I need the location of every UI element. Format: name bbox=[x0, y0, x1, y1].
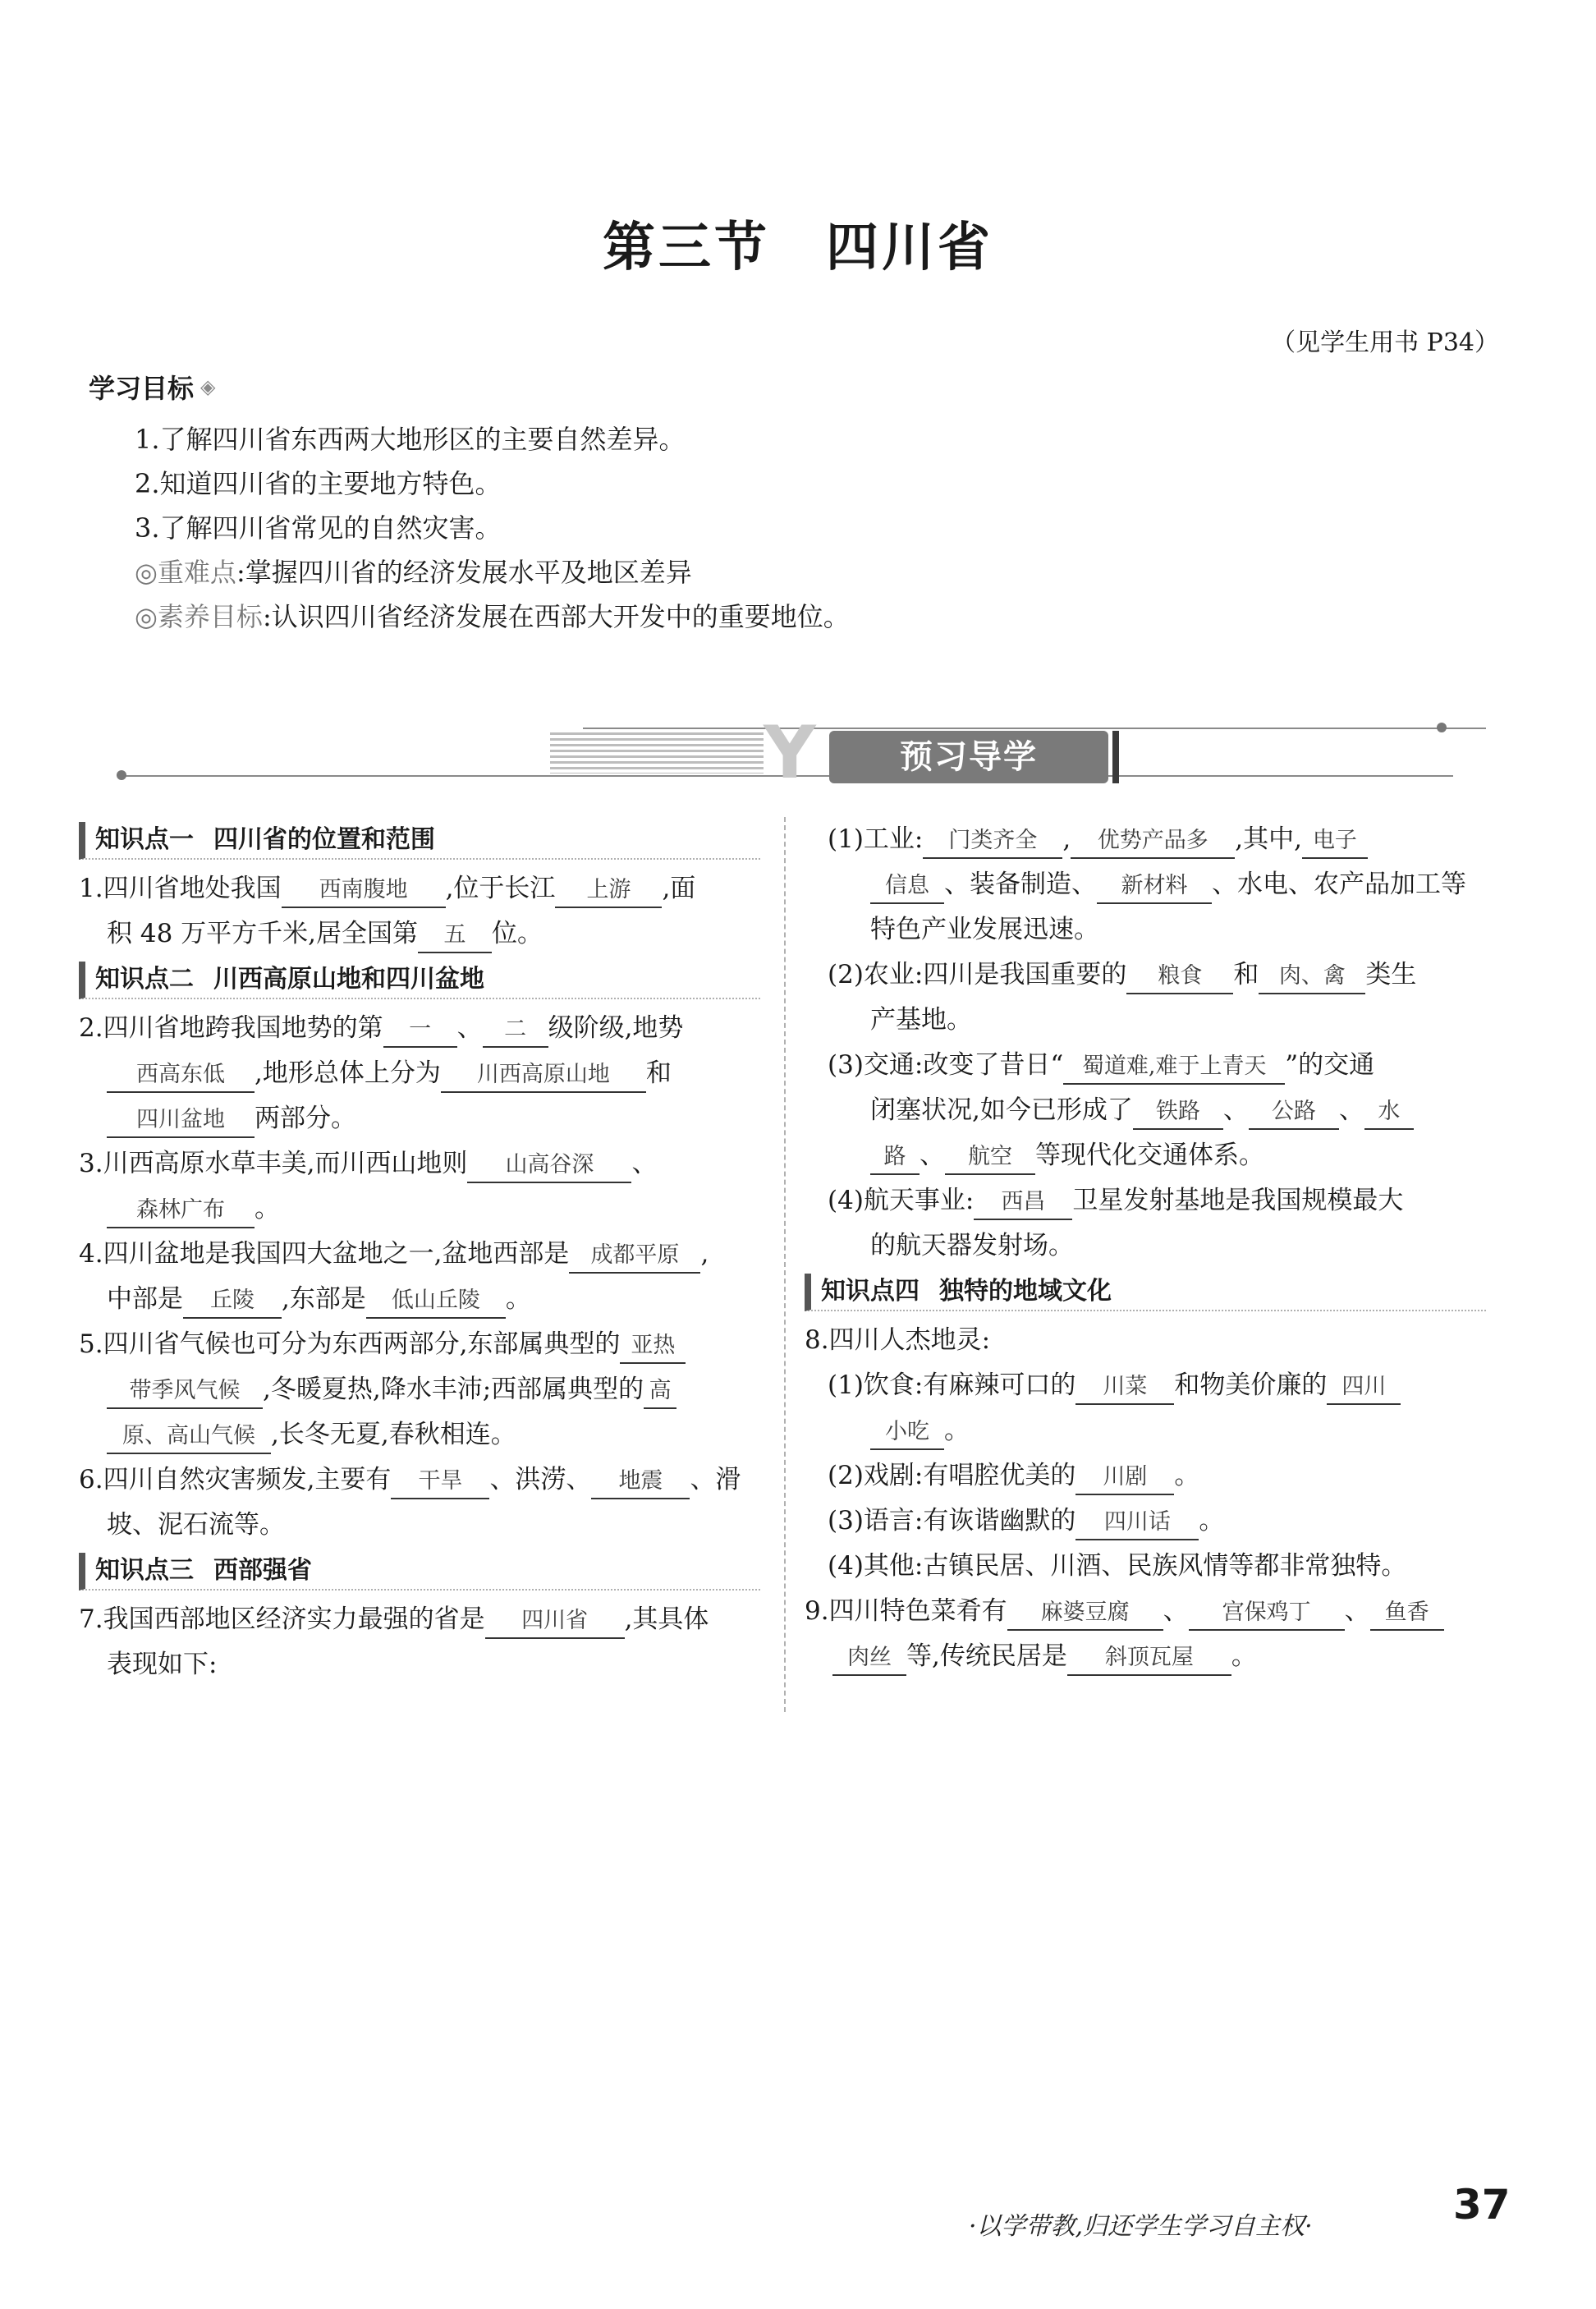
answer-blank: 路 bbox=[870, 1141, 920, 1175]
answer-blank: 肉、禽 bbox=[1259, 960, 1365, 994]
answer-blank: 航空 bbox=[945, 1141, 1035, 1175]
banner-dot bbox=[117, 770, 126, 780]
question-text: , bbox=[1062, 824, 1071, 854]
question-text: 、 bbox=[920, 1141, 945, 1170]
answer-blank: 山高谷深 bbox=[467, 1149, 631, 1183]
answer-blank: 宫保鸡丁 bbox=[1189, 1596, 1345, 1631]
goal-item: 1.了解四川省东西两大地形区的主要自然差异。 bbox=[135, 424, 686, 455]
answer-blank: 川西高原山地 bbox=[441, 1058, 646, 1093]
answer-blank: 优势产品多 bbox=[1071, 824, 1235, 859]
banner-endbar bbox=[1112, 731, 1119, 783]
question-text: 等,传统民居是 bbox=[906, 1641, 1067, 1671]
question-3 bbox=[79, 1141, 760, 1232]
question-text: , bbox=[700, 1239, 709, 1269]
answer-blank: 一 bbox=[383, 1013, 457, 1048]
knowledge-point-number: 知识点三 bbox=[95, 1556, 194, 1585]
question-text: 、 bbox=[1222, 1095, 1249, 1125]
question-text: 的航天器发射场。 bbox=[870, 1231, 1074, 1260]
right-column bbox=[805, 817, 1486, 1679]
answer-blank: 信息 bbox=[870, 870, 944, 904]
answer-blank: 小吃 bbox=[870, 1416, 944, 1450]
answer-blank: 高 bbox=[644, 1375, 676, 1409]
answer-blank: 水 bbox=[1364, 1095, 1414, 1130]
answer-blank: 四川省 bbox=[485, 1604, 625, 1639]
question-text: ,位于长江 bbox=[445, 874, 556, 903]
literacy-goal-label: ◎素养目标 bbox=[135, 601, 263, 632]
question-7-aerospace bbox=[805, 1178, 1486, 1269]
key-difficulty-text: :掌握四川省的经济发展水平及地区差异 bbox=[236, 557, 692, 588]
goal-item: 3.了解四川省常见的自然灾害。 bbox=[135, 512, 502, 544]
question-2 bbox=[79, 1006, 760, 1141]
left-column bbox=[79, 817, 760, 1687]
knowledge-point-title: 西部强省 bbox=[213, 1556, 312, 1585]
answer-blank: 二 bbox=[483, 1013, 548, 1048]
section-banner bbox=[123, 710, 1453, 795]
question-7-agriculture bbox=[805, 953, 1486, 1043]
answer-blank: 干旱 bbox=[391, 1465, 489, 1499]
question-text: 中部是 bbox=[107, 1284, 183, 1314]
answer-blank: 西昌 bbox=[974, 1186, 1072, 1220]
question-text: ,其中, bbox=[1235, 824, 1302, 854]
knowledge-point-title: 独特的地域文化 bbox=[939, 1277, 1112, 1306]
question-text: 、滑 bbox=[690, 1465, 741, 1494]
question-text: ,其具体 bbox=[624, 1604, 709, 1634]
question-4 bbox=[79, 1232, 760, 1322]
question-5 bbox=[79, 1322, 760, 1457]
knowledge-point-number: 知识点一 bbox=[95, 825, 194, 854]
question-text: 、 bbox=[456, 1013, 483, 1043]
question-text: 级阶级,地势 bbox=[548, 1013, 684, 1043]
question-text: 5.四川省气候也可分为东西两部分,东部属典型的 bbox=[79, 1329, 621, 1359]
question-text: 2.四川省地跨我国地势的第 bbox=[79, 1013, 383, 1043]
answer-blank: 蜀道难,难于上青天 bbox=[1063, 1050, 1285, 1085]
answer-blank: 粮食 bbox=[1126, 960, 1233, 994]
answer-blank: 丘陵 bbox=[183, 1284, 282, 1319]
question-8-opera bbox=[805, 1453, 1486, 1499]
question-text: 卫星发射基地是我国规模最大 bbox=[1072, 1186, 1404, 1215]
question-text: 特色产业发展迅速。 bbox=[870, 915, 1099, 944]
banner-logo: Y bbox=[764, 710, 816, 795]
question-text: 1.四川省地处我国 bbox=[79, 874, 282, 903]
question-text: ,面 bbox=[662, 874, 696, 903]
question-8 bbox=[805, 1318, 1486, 1363]
question-text: 。 bbox=[1199, 1506, 1225, 1536]
question-text: 和物美价廉的 bbox=[1174, 1370, 1328, 1400]
answer-blank: 亚热 bbox=[620, 1329, 686, 1364]
answer-blank: 铁路 bbox=[1133, 1095, 1223, 1130]
knowledge-point-header bbox=[79, 822, 760, 860]
answer-blank: 四川盆地 bbox=[107, 1104, 255, 1138]
literacy-goal bbox=[89, 594, 1484, 639]
question-text: 。 bbox=[505, 1284, 531, 1314]
question-9 bbox=[805, 1589, 1486, 1679]
question-6 bbox=[79, 1457, 760, 1548]
answer-blank: 电子 bbox=[1302, 824, 1368, 859]
question-text: 7.我国西部地区经济实力最强的省是 bbox=[79, 1604, 485, 1634]
question-8-food bbox=[805, 1363, 1486, 1453]
question-text: 和 bbox=[1233, 960, 1259, 989]
goals-heading bbox=[89, 368, 1484, 406]
question-text: 。 bbox=[1174, 1461, 1200, 1490]
banner-dot bbox=[1437, 723, 1447, 732]
question-text: (4)航天事业: bbox=[828, 1186, 975, 1215]
question-8-other bbox=[805, 1544, 1486, 1589]
question-text: (2)戏剧:有唱腔优美的 bbox=[828, 1461, 1076, 1490]
question-1 bbox=[79, 866, 760, 957]
answer-blank: 成都平原 bbox=[569, 1239, 700, 1274]
answer-blank: 西南腹地 bbox=[282, 874, 446, 908]
question-text: ,长冬无夏,春秋相连。 bbox=[271, 1420, 516, 1449]
question-text: 、洪涝、 bbox=[489, 1465, 592, 1494]
goal-item: 2.知道四川省的主要地方特色。 bbox=[135, 468, 502, 499]
question-7-industry bbox=[805, 817, 1486, 953]
question-text: (4)其他:古镇民居、川酒、民族风情等都非常独特。 bbox=[828, 1551, 1407, 1581]
question-7 bbox=[79, 1597, 760, 1687]
banner-rule bbox=[583, 728, 1486, 729]
question-8-language bbox=[805, 1499, 1486, 1544]
question-text: 闭塞状况,如今已形成了 bbox=[870, 1095, 1133, 1125]
answer-blank: 地震 bbox=[591, 1465, 690, 1499]
answer-blank: 上游 bbox=[555, 874, 662, 908]
question-text: 、 bbox=[631, 1149, 658, 1178]
answer-blank: 低山丘陵 bbox=[366, 1284, 506, 1319]
question-text: 、 bbox=[1338, 1095, 1364, 1125]
question-text: 。 bbox=[255, 1194, 280, 1223]
knowledge-point-title: 四川省的位置和范围 bbox=[213, 825, 435, 854]
question-text: 6.四川自然灾害频发,主要有 bbox=[79, 1465, 392, 1494]
question-text: 。 bbox=[944, 1416, 970, 1445]
answer-blank: 川剧 bbox=[1075, 1461, 1174, 1495]
question-text: 、水电、农产品加工等 bbox=[1212, 870, 1466, 899]
question-text: 类生 bbox=[1365, 960, 1417, 989]
answer-blank: 川菜 bbox=[1075, 1370, 1174, 1405]
question-text: ,东部是 bbox=[282, 1284, 366, 1314]
column-divider bbox=[784, 817, 786, 1712]
answer-blank: 麻婆豆腐 bbox=[1007, 1596, 1163, 1631]
answer-blank: 新材料 bbox=[1097, 870, 1212, 904]
answer-blank: 森林广布 bbox=[107, 1194, 255, 1228]
answer-blank: 鱼香 bbox=[1370, 1596, 1444, 1631]
answer-blank: 五 bbox=[418, 919, 492, 953]
diamond-arrow-icon: ◈ bbox=[200, 375, 216, 398]
question-text: 表现如下: bbox=[107, 1650, 218, 1679]
question-text: (1)饮食:有麻辣可口的 bbox=[828, 1370, 1076, 1400]
answer-blank: 公路 bbox=[1249, 1095, 1339, 1130]
answer-blank: 带季风气候 bbox=[107, 1375, 263, 1409]
knowledge-point-header bbox=[79, 1553, 760, 1591]
question-text: ”的交通 bbox=[1285, 1050, 1375, 1080]
key-difficulty bbox=[89, 550, 1484, 594]
answer-blank: 原、高山气候 bbox=[107, 1420, 271, 1454]
answer-blank: 斜顶瓦屋 bbox=[1067, 1641, 1231, 1676]
knowledge-point-number: 知识点四 bbox=[821, 1277, 920, 1306]
question-text: (3)语言:有诙谐幽默的 bbox=[828, 1506, 1076, 1536]
question-text: (3)交通:改变了昔日“ bbox=[828, 1050, 1064, 1080]
question-text: 。 bbox=[1231, 1641, 1257, 1671]
key-difficulty-label: ◎重难点 bbox=[135, 557, 236, 588]
answer-blank: 门类齐全 bbox=[923, 824, 1062, 859]
question-text: (1)工业: bbox=[828, 824, 924, 854]
question-text: 9.四川特色菜肴有 bbox=[805, 1596, 1007, 1626]
question-text: ,冬暖夏热,降水丰沛;西部属典型的 bbox=[263, 1375, 644, 1404]
question-7-transport bbox=[805, 1043, 1486, 1178]
literacy-goal-text: :认识四川省经济发展在西部大开发中的重要地位。 bbox=[262, 601, 850, 632]
knowledge-point-number: 知识点二 bbox=[95, 965, 194, 994]
question-text: 4.四川盆地是我国四大盆地之一,盆地西部是 bbox=[79, 1239, 570, 1269]
question-text: 等现代化交通体系。 bbox=[1035, 1141, 1264, 1170]
knowledge-point-header bbox=[79, 962, 760, 999]
banner-label: 预习导学 bbox=[829, 731, 1108, 783]
question-text: 积 48 万平方千米,居全国第 bbox=[107, 919, 419, 948]
question-text: 3.川西高原水草丰美,而川西山地则 bbox=[79, 1149, 468, 1178]
page-title: 第三节 四川省 bbox=[603, 218, 993, 278]
question-text: ,地形总体上分为 bbox=[255, 1058, 441, 1088]
knowledge-point-title: 川西高原山地和四川盆地 bbox=[213, 965, 484, 994]
book-reference: （见学生用书 P34） bbox=[1271, 328, 1499, 357]
answer-blank: 肉丝 bbox=[832, 1641, 906, 1676]
page-number: 37 bbox=[1453, 2181, 1511, 2229]
answer-blank: 西高东低 bbox=[107, 1058, 255, 1093]
question-text: 两部分。 bbox=[255, 1104, 356, 1133]
footer-slogan: ·以学带教,归还学生学习自主权· bbox=[969, 2212, 1313, 2241]
question-text: 、装备制造、 bbox=[944, 870, 1097, 899]
question-text: 和 bbox=[645, 1058, 672, 1088]
question-text: 位。 bbox=[492, 919, 543, 948]
answer-blank: 四川话 bbox=[1075, 1506, 1199, 1540]
question-text: 、 bbox=[1163, 1596, 1189, 1626]
question-text: (2)农业:四川是我国重要的 bbox=[828, 960, 1127, 989]
banner-stripes bbox=[550, 732, 764, 773]
question-text: 产基地。 bbox=[870, 1005, 972, 1035]
goals-heading-text: 学习目标 bbox=[89, 373, 195, 404]
question-text: 、 bbox=[1344, 1596, 1370, 1626]
knowledge-point-header bbox=[805, 1274, 1486, 1311]
learning-goals bbox=[89, 368, 1484, 639]
question-text: 8.四川人杰地灵: bbox=[805, 1325, 991, 1355]
answer-blank: 四川 bbox=[1327, 1370, 1401, 1405]
question-text: 坡、泥石流等。 bbox=[107, 1510, 285, 1540]
